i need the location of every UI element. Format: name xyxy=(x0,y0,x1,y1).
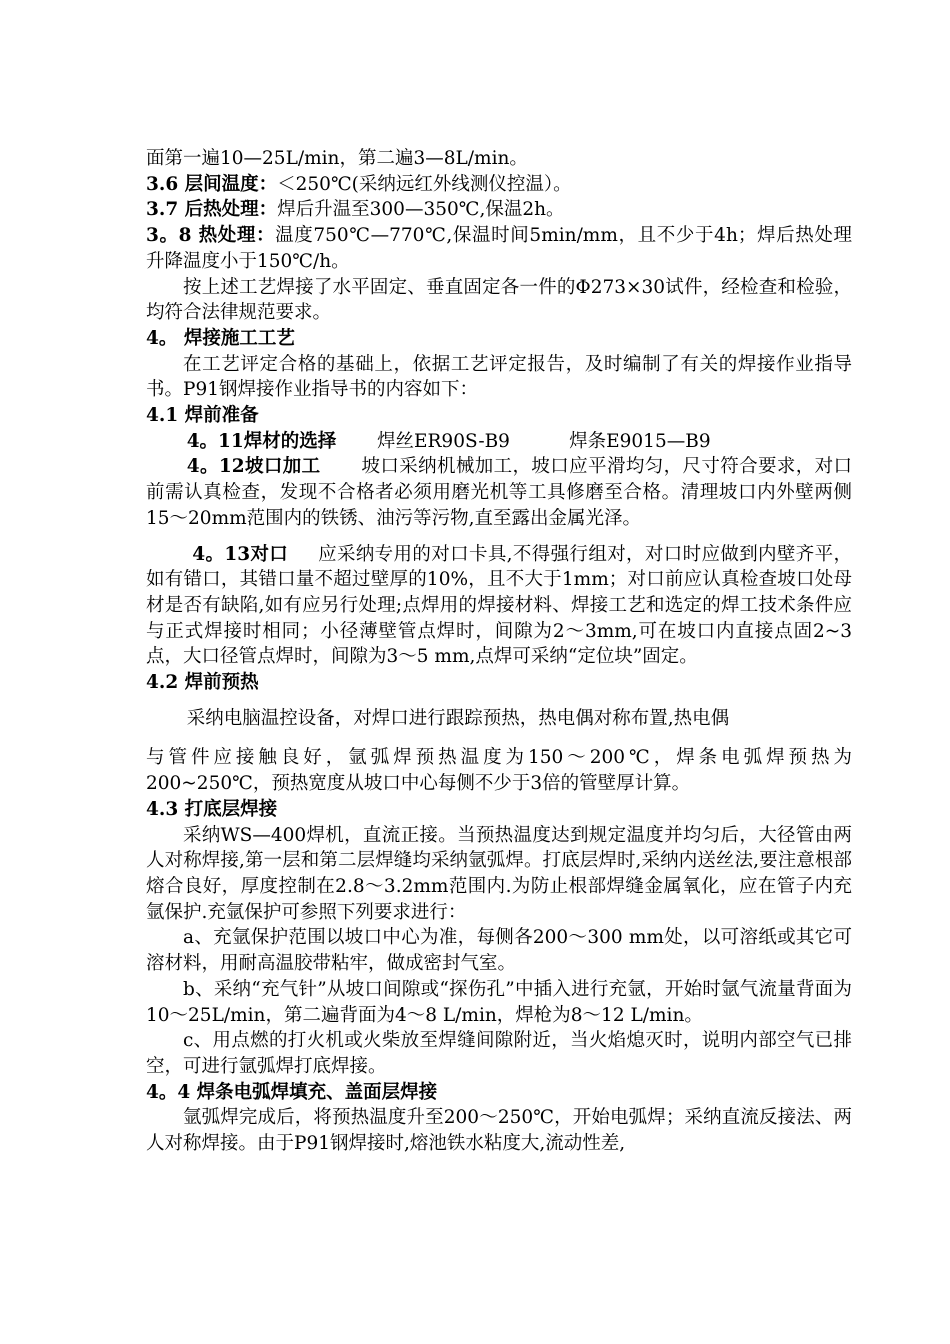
heading-4-1: 4.1 焊前准备 xyxy=(146,405,259,427)
paragraph-4-2-rest: 与管件应接触良好，氩弧焊预热温度为150～200℃，焊条电弧焊预热为200~250℃，预热宽度从坡口中心每侧不少于3倍的管壁厚计算。 xyxy=(146,747,852,795)
paragraph-test-result: 按上述工艺焊接了水平固定、垂直固定各一件的Φ273×30试件，经检查和检验，均符合法律规范要求。 xyxy=(146,276,852,324)
section-4-11 xyxy=(146,429,852,455)
section-3-7 xyxy=(146,197,852,223)
heading-4-2: 4.2 焊前预热 xyxy=(146,672,259,694)
paragraph-item-a: a、充氩保护范围以坡口中心为准，每侧各200～300 mm处，以可溶纸或其它可溶材料，用耐高温胶带粘牢，做成密封气室。 xyxy=(146,927,852,975)
line-filling-flow: 面第一遍10—25L/min，第二遍3—8L/min。 xyxy=(146,148,528,169)
section-4-12 xyxy=(146,454,852,531)
paragraph-4-3: 采纳WS—400焊机，直流正接。当预热温度达到规定温度并均匀后，大径管由两人对称焊接,第一层和第二层焊缝均采纳氩弧焊。打底层焊时,采纳内送丝法,要注意根部熔合良好，厚度控制在2.8～3.2mm范围内.为防止根部焊缝金属氧化，应在管子内充氩保护.充氩保护可参照下列要求进行： xyxy=(146,824,852,923)
heading-4-13: 4。13对口 xyxy=(192,543,289,565)
text-3-7: 焊后升温至300—350℃,保温2h。 xyxy=(277,199,565,221)
paragraph-4-intro: 在工艺评定合格的基础上，依据工艺评定报告，及时编制了有关的焊接作业指导书。P91钢焊接作业指导书的内容如下： xyxy=(146,353,852,401)
heading-3-7: 3.7 后热处理： xyxy=(146,199,278,221)
heading-3-6: 3.6 层间温度： xyxy=(146,173,278,195)
text-4-13: 应采纳专用的对口卡具,不得强行组对，对口时应做到内壁齐平，如有错口，其错口量不超过壁厚的10%，且不大于1mm；对口前应认真检查坡口处母材是否有缺陷,如有应另行处理;点焊用的焊接材料、焊接工艺和选定的焊工技术条件应与正式焊接时相同；小径薄壁管点焊时，间隙为2～3mm,可在坡口内直接点固2~3点，大口径管点焊时，间隙为3～5 mm,点焊可采纳“定位块”固定。 xyxy=(146,543,852,668)
heading-4-3: 4.3 打底层焊接 xyxy=(146,798,278,820)
heading-4-11: 4。11焊材的选择 xyxy=(186,430,337,452)
section-3-8 xyxy=(146,223,852,274)
section-4-13 xyxy=(146,542,852,671)
heading-4-4: 4。4 焊条电弧焊填充、盖面层焊接 xyxy=(146,1081,438,1103)
paragraph-item-b: b、采纳“充气针”从坡口间隙或“探伤孔”中插入进行充氩，开始时氩气流量背面为10～25L/min，第二遍背面为4～8 L/min，焊枪为8～12 L/min。 xyxy=(146,978,852,1026)
paragraph-4-4: 氩弧焊完成后，将预热温度升至200～250℃，开始电弧焊；采纳直流反接法、两人对称焊接。由于P91钢焊接时,熔池铁水粘度大,流动性差, xyxy=(146,1107,852,1155)
section-3-6 xyxy=(146,172,852,198)
heading-4: 4。 焊接施工工艺 xyxy=(146,327,295,349)
text-4-12: 坡口采纳机械加工，坡口应平滑均匀，尺寸符合要求，对口前需认真检查，发现不合格者必须用磨光机等工具修磨至合格。清理坡口内外壁两侧15～20mm范围内的铁锈、油污等污物,直至露出金属光泽。 xyxy=(146,456,852,529)
text-3-6: ＜250℃(采纳远红外线测仪控温）。 xyxy=(277,173,572,195)
paragraph-item-c: c、用点燃的打火机或火柴放至焊缝间隙附近，当火焰熄灭时，说明内部空气已排空，可进行氩弧焊打底焊接。 xyxy=(146,1030,852,1077)
heading-3-8: 3。8 热处理： xyxy=(146,225,276,247)
text-wire: 焊丝ER90S-B9 xyxy=(377,430,510,452)
heading-4-12: 4。12坡口加工 xyxy=(186,456,321,478)
document-body xyxy=(146,146,852,1157)
text-electrode: 焊条E9015—B9 xyxy=(569,430,711,452)
paragraph-4-2-first: 采纳电脑温控设备，对焊口进行跟踪预热，热电偶对称布置,热电偶 xyxy=(186,707,730,729)
text-3-8: 温度750℃—770℃,保温时间5min/mm，且不少于4h；焊后热处理升降温度小于150℃/h。 xyxy=(146,225,853,272)
